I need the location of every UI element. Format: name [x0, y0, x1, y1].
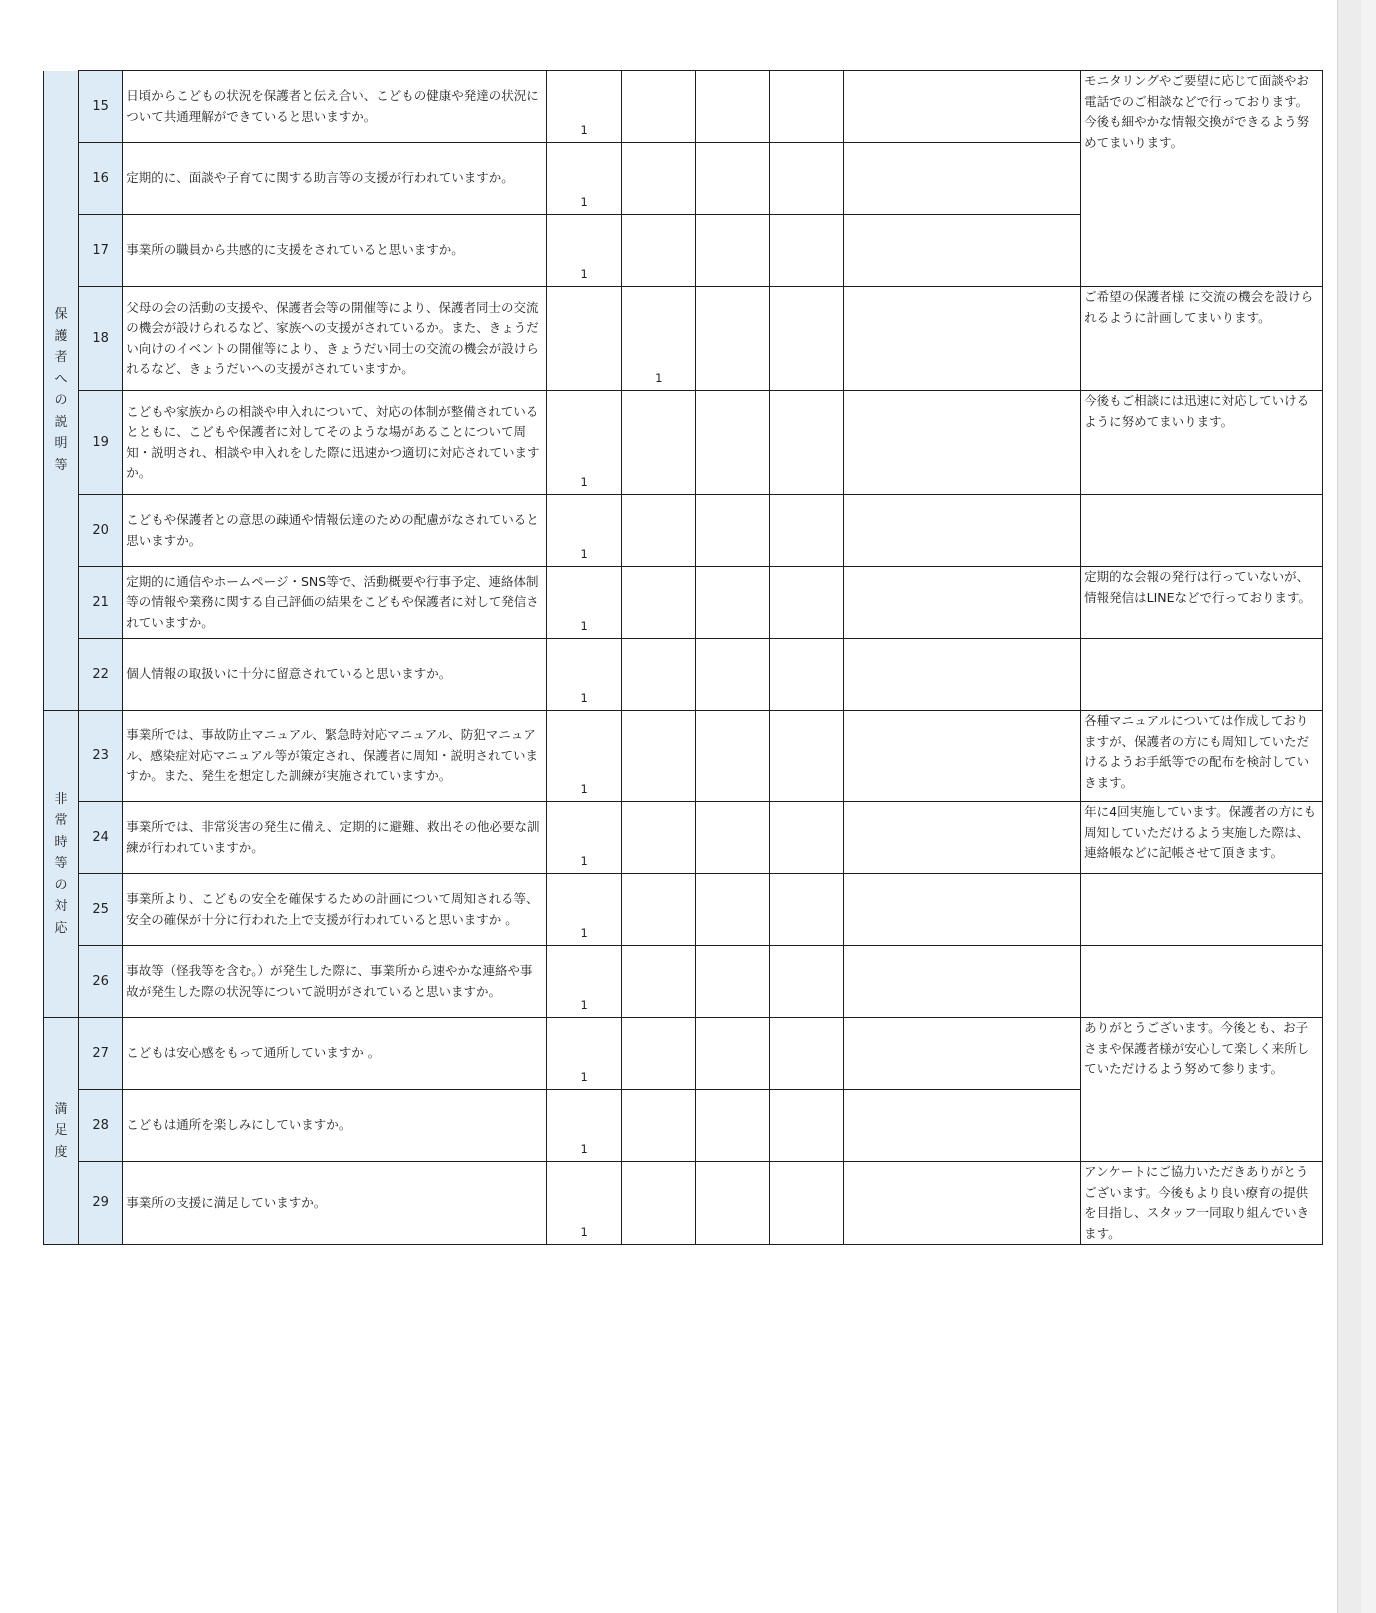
remarks-cell	[844, 71, 1081, 143]
question-number: 16	[78, 143, 122, 215]
question-text: 事業所の職員から共感的に支援をされていると思いますか。	[123, 215, 547, 287]
question-text: 個人情報の取扱いに十分に留意されていると思いますか。	[123, 639, 547, 711]
question-text: 定期的に、面談や子育てに関する助言等の支援が行われていますか。	[123, 143, 547, 215]
answer-neutral-cell	[622, 143, 696, 215]
answer-yes-cell: 1	[547, 711, 622, 802]
remarks-cell	[844, 946, 1081, 1018]
question-text: 父母の会の活動の支援や、保護者会等の開催等により、保護者同士の交流の機会が設けられるなど、家族への支援がされているか。また、きょうだい向けのイベントの開催等により、きょうだい同士の交流の機会が設けられるなど、きょうだいへの支援がされていますか。	[123, 287, 547, 391]
remarks-cell	[844, 874, 1081, 946]
facility-comment	[1081, 495, 1323, 567]
remarks-cell	[844, 802, 1081, 874]
table-row	[44, 391, 1323, 495]
answer-unknown-cell	[770, 287, 844, 391]
question-text: こどもや保護者との意思の疎通や情報伝達のための配慮がなされていると思いますか。	[123, 495, 547, 567]
answer-no-cell	[696, 287, 770, 391]
category-cell	[44, 711, 79, 1018]
answer-yes-cell: 1	[547, 215, 622, 287]
table-row	[44, 71, 1323, 143]
answer-unknown-cell	[770, 639, 844, 711]
remarks-cell	[844, 215, 1081, 287]
table-row	[44, 946, 1323, 1018]
answer-unknown-cell	[770, 215, 844, 287]
question-text: 日頃からこどもの状況を保護者と伝え合い、こどもの健康や発達の状況について共通理解ができていると思いますか。	[123, 71, 547, 143]
answer-yes-cell: 1	[547, 1018, 622, 1090]
category-cell	[44, 1018, 79, 1245]
table-row	[44, 567, 1323, 639]
question-text: 事業所では、非常災害の発生に備え、定期的に避難、救出その他必要な訓練が行われていますか。	[123, 802, 547, 874]
answer-unknown-cell	[770, 391, 844, 495]
answer-neutral-cell	[622, 567, 696, 639]
answer-unknown-cell	[770, 1162, 844, 1245]
question-text: 事業所の支援に満足していますか。	[123, 1162, 547, 1245]
facility-comment: モニタリングやご要望に応じて面談やお電話でのご相談などで行っております。今後も細やかな情報交換ができるよう努めてまいります。	[1081, 71, 1323, 287]
answer-no-cell	[696, 946, 770, 1018]
facility-comment: 今後もご相談には迅速に対応していけるように努めてまいります。	[1081, 391, 1323, 495]
question-number: 18	[78, 287, 122, 391]
answer-yes-cell: 1	[547, 495, 622, 567]
answer-yes-cell: 1	[547, 946, 622, 1018]
question-number: 23	[78, 711, 122, 802]
remarks-cell	[844, 639, 1081, 711]
table-row	[44, 639, 1323, 711]
table-row	[44, 874, 1323, 946]
answer-no-cell	[696, 874, 770, 946]
remarks-cell	[844, 567, 1081, 639]
answer-yes-cell: 1	[547, 391, 622, 495]
answer-neutral-cell	[622, 802, 696, 874]
answer-yes-cell: 1	[547, 802, 622, 874]
answer-neutral-cell	[622, 946, 696, 1018]
answer-neutral-cell	[622, 1018, 696, 1090]
answer-unknown-cell	[770, 711, 844, 802]
answer-neutral-cell	[622, 711, 696, 802]
question-number: 21	[78, 567, 122, 639]
answer-unknown-cell	[770, 874, 844, 946]
remarks-cell	[844, 391, 1081, 495]
facility-comment	[1081, 946, 1323, 1018]
facility-comment: ありがとうございます。今後とも、お子さまや保護者様が安心して楽しく来所していただけるよう努めて参ります。	[1081, 1018, 1323, 1162]
question-number: 22	[78, 639, 122, 711]
answer-unknown-cell	[770, 71, 844, 143]
question-number: 19	[78, 391, 122, 495]
answer-unknown-cell	[770, 143, 844, 215]
answer-neutral-cell	[622, 391, 696, 495]
question-text: 事業所より、こどもの安全を確保するための計画について周知される等、安全の確保が十分に行われた上で支援が行われていると思いますか 。	[123, 874, 547, 946]
remarks-cell	[844, 143, 1081, 215]
answer-unknown-cell	[770, 495, 844, 567]
facility-comment: 年に4回実施しています。保護者の方にも周知していただけるよう実施した際は、連絡帳などに記帳させて頂きます。	[1081, 802, 1323, 874]
answer-no-cell	[696, 1090, 770, 1162]
remarks-cell	[844, 1090, 1081, 1162]
remarks-cell	[844, 1018, 1081, 1090]
category-label: 保護者への説明等	[54, 307, 68, 473]
category-label: 非常時等の対応	[54, 791, 68, 936]
answer-yes-cell: 1	[547, 1162, 622, 1245]
answer-yes-cell	[547, 287, 622, 391]
answer-yes-cell: 1	[547, 71, 622, 143]
question-number: 29	[78, 1162, 122, 1245]
facility-comment	[1081, 874, 1323, 946]
answer-neutral-cell	[622, 1162, 696, 1245]
table-row	[44, 495, 1323, 567]
question-number: 20	[78, 495, 122, 567]
remarks-cell	[844, 1162, 1081, 1245]
answer-unknown-cell	[770, 1018, 844, 1090]
answer-no-cell	[696, 711, 770, 802]
answer-no-cell	[696, 391, 770, 495]
question-text: 定期的に通信やホームページ・SNS等で、活動概要や行事予定、連絡体制等の情報や業務に関する自己評価の結果をこどもや保護者に対して発信されていますか。	[123, 567, 547, 639]
answer-neutral-cell	[622, 639, 696, 711]
table-row	[44, 287, 1323, 391]
table-row	[44, 1018, 1323, 1090]
category-label: 満足度	[54, 1101, 68, 1160]
category-cell	[44, 71, 79, 711]
remarks-cell	[844, 711, 1081, 802]
answer-neutral-cell	[622, 215, 696, 287]
question-number: 27	[78, 1018, 122, 1090]
question-number: 28	[78, 1090, 122, 1162]
answer-yes-cell: 1	[547, 874, 622, 946]
answer-neutral-cell	[622, 874, 696, 946]
answer-no-cell	[696, 143, 770, 215]
answer-no-cell	[696, 215, 770, 287]
facility-comment	[1081, 639, 1323, 711]
facility-comment: アンケートにご協力いただきありがとうございます。今後もより良い療育の提供を目指し、スタッフ一同取り組んでいきます。	[1081, 1162, 1323, 1245]
table-row	[44, 1162, 1323, 1245]
answer-no-cell	[696, 495, 770, 567]
question-number: 15	[78, 71, 122, 143]
question-text: こどもは通所を楽しみにしていますか。	[123, 1090, 547, 1162]
question-text: 事業所では、事故防止マニュアル、緊急時対応マニュアル、防犯マニュアル、感染症対応マニュアル等が策定され、保護者に周知・説明されていますか。また、発生を想定した訓練が実施されていますか。	[123, 711, 547, 802]
remarks-cell	[844, 495, 1081, 567]
answer-yes-cell: 1	[547, 143, 622, 215]
question-number: 17	[78, 215, 122, 287]
answer-no-cell	[696, 567, 770, 639]
answer-unknown-cell	[770, 1090, 844, 1162]
answer-neutral-cell	[622, 1090, 696, 1162]
answer-unknown-cell	[770, 802, 844, 874]
answer-neutral-cell: 1	[622, 287, 696, 391]
answer-yes-cell: 1	[547, 639, 622, 711]
facility-comment: ご希望の保護者様 に交流の機会を設けられるように計画してまいります。	[1081, 287, 1323, 391]
answer-yes-cell: 1	[547, 567, 622, 639]
facility-comment: 定期的な会報の発行は行っていないが、情報発信はLINEなどで行っております。	[1081, 567, 1323, 639]
table-row	[44, 802, 1323, 874]
table-row	[44, 711, 1323, 802]
answer-no-cell	[696, 802, 770, 874]
question-text: 事故等（怪我等を含む。）が発生した際に、事業所から速やかな連絡や事故が発生した際の状況等について説明がされていると思いますか。	[123, 946, 547, 1018]
vertical-scrollbar[interactable]	[1361, 0, 1376, 1613]
answer-no-cell	[696, 1162, 770, 1245]
question-number: 25	[78, 874, 122, 946]
remarks-cell	[844, 287, 1081, 391]
answer-no-cell	[696, 71, 770, 143]
answer-neutral-cell	[622, 495, 696, 567]
answer-unknown-cell	[770, 567, 844, 639]
question-text: こどもは安心感をもって通所していますか 。	[123, 1018, 547, 1090]
facility-comment: 各種マニュアルについては作成しておりますが、保護者の方にも周知していただけるようお手紙等での配布を検討していきます。	[1081, 711, 1323, 802]
evaluation-table	[43, 70, 1323, 1245]
answer-unknown-cell	[770, 946, 844, 1018]
answer-no-cell	[696, 1018, 770, 1090]
answer-neutral-cell	[622, 71, 696, 143]
question-text: こどもや家族からの相談や申入れについて、対応の体制が整備されているとともに、こどもや保護者に対してそのような場があることについて周知・説明され、相談や申入れをした際に迅速かつ適切に対応されていますか。	[123, 391, 547, 495]
question-number: 24	[78, 802, 122, 874]
question-number: 26	[78, 946, 122, 1018]
answer-no-cell	[696, 639, 770, 711]
answer-yes-cell: 1	[547, 1090, 622, 1162]
